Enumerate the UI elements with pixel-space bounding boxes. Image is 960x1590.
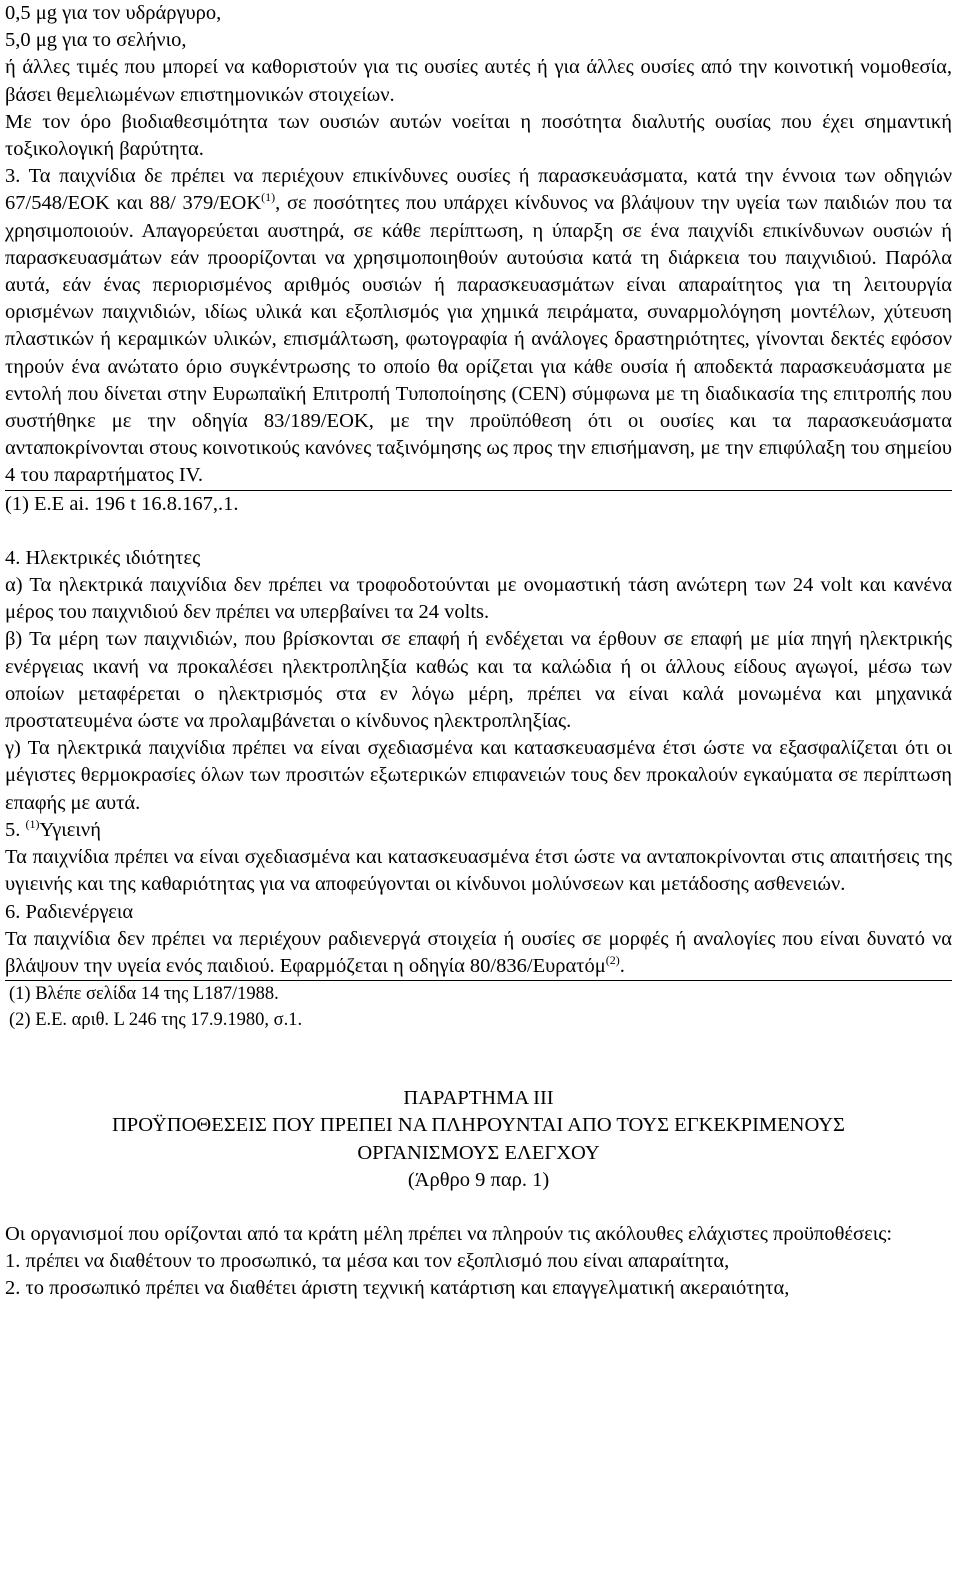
bioavailability-paragraph: Με τον όρο βιοδιαθεσιμότητα των ουσιών αυτών νοείται η ποσότητα διαλυτής ουσίας που έχει σημαντική τοξικολογική βαρύτητα. [5,110,952,161]
section-3-text-start: 3. Τα παιχνίδια δε πρέπει να περιέχουν επικίνδυνες ουσίες ή παρασκευάσματα, κατά την έννοια των οδηγιών 67/548/ΕΟΚ και 88/ 379/ΕΟΚ [5,165,952,215]
footnote-2: (2) Ε.Ε. αριθ. L 246 της 17.9.1980, σ.1. [9,1010,303,1031]
section-6-body: Τα παιχνίδια δεν πρέπει να περιέχουν ραδιενεργά στοιχεία ή ουσίες σε μορφές ή αναλογίες που είναι δυνατό να βλάψουν την υγεία ενός παιδιού. Εφαρμόζεται η οδηγία 80/836/Ευρατόμ [5,927,952,977]
section-4-item-b: β) Τα μέρη των παιχνιδιών, που βρίσκονται σε επαφή ή ενδέχεται να έρθουν σε επαφή με μία πηγή ηλεκτρικής ενέργειας ικανή να προκαλέσει ηλεκτροπληξία καθώς και τα καλώδια ή οι άλλους είδους αγωγοί, μέσω των οποίων μεταφέρεται ο ηλεκτρισμός στα εν λόγω μέρη, πρέπει να είναι καλά μονωμένα και μηχανικά προστατευμένα ώστε να προλαμβάνεται ο κίνδυνος ηλεκτροπληξίας. [5,628,952,733]
spacer [5,1033,952,1085]
section-3-paragraph [5,163,952,489]
annex-subtitle-line-2: ΟΡΓΑΝΙΣΜΟΥΣ ΕΛΕΓΧΟΥ [357,1141,600,1164]
section-6-end: . [619,954,625,977]
selenium-limit: 5,0 μg για το σελήνιο, [5,29,187,52]
section-3-text-end: , σε ποσότητες που υπάρχει κίνδυνος να βλάψουν την υγεία των παιδιών που τα χρησιμοποιούν. Απαγορεύεται αυστηρά, σε κάθε περίπτωση, η ύπαρξη σε ένα παιχνίδι επικίνδυνων ουσιών ή παρασκευασμάτων εάν προορίζονται να χρησιμοποιηθούν αυτούσια κατά τη διάρκεια του παιχνιδιού. Παρόλα αυτά, εάν ένας περιορισμένος αριθμός ουσιών ή παρασκευασμάτων είναι απαραίτητος για τη λειτουργία ορισμένων παιχνιδιών, ιδίως υλικά και εξοπλισμός για χημικά πειράματα, συναρμολόγηση μοντέλων, χύτευση πλαστικών ή κεραμικών υλικών, επισμάλτωση, φωτογραφία ή ανάλογες δραστηριότητες, γίνονται δεκτές εφόσον τηρούν ένα ανώτατο όριο συγκέντρωσης το οποίο θα ορίζεται για κάθε ουσία ή αποδεκτά παρασκευάσματα με εντολή που δίνεται στην Ευρωπαϊκή Επιτροπή Τυποποίησης (CEN) σύμφωνα με τη διαδικασία της επιτροπής που συστήθηκε με την οδηγία 83/189/ΕΟΚ, με την προϋπόθεση ότι οι ουσίες και τα παρασκευάσματα ανταποκρίνονται στους κοινοτικούς κανόνες ταξινόμησης ως προς την επισήμανση, με την επιφύλαξη του σημείου 4 του παραρτήματος IV. [5,192,952,487]
section-6-heading: 6. Ραδιενέργεια [5,900,134,923]
annex-title: ΠΑΡΑΡΤΗΜΑ ΙΙΙ [403,1087,554,1110]
footnote-oj-reference: (1) E.E ai. 196 t 16.8.167,.1. [5,492,239,515]
annex-item-2: 2. το προσωπικό πρέπει να διαθέτει άριστη τεχνική κατάρτιση και επαγγελματική ακεραιότητα, [5,1277,790,1300]
document-page [5,0,952,1303]
annex-item-1: 1. πρέπει να διαθέτουν το προσωπικό, τα μέσα και τον εξοπλισμό που είναι απαραίτητα, [5,1250,730,1273]
section-4-item-a: α) Τα ηλεκτρικά παιχνίδια δεν πρέπει να τροφοδοτούνται με ονομαστική τάση ανώτερη των 24 volt και κανένα μέρος του παιχνιδιού δεν πρέπει να υπερβαίνει τα 24 volts. [5,574,952,624]
section-6-text [5,926,952,980]
section-5-text: Τα παιχνίδια πρέπει να είναι σχεδιασμένα και κατασκευασμένα έτσι ώστε να ανταποκρίνονται στις απαιτήσεις της υγιεινής και της καθαριότητας για να αποφεύγονται οι κίνδυνοι μολύνσεων και μετάδοσης ασθενειών. [5,846,952,896]
section-5-title: Υγιεινή [39,818,101,841]
spacer [5,518,952,545]
section-4-heading: 4. Ηλεκτρικές ιδιότητες [5,546,201,569]
annex-article-reference: (Άρθρο 9 παρ. 1) [407,1168,550,1191]
mercury-limit: 0,5 μg για τον υδράργυρο, [5,2,222,24]
values-paragraph: ή άλλες τιμές που μπορεί να καθοριστούν για τις ουσίες αυτές ή για άλλες ουσίες από την κοινοτική νομοθεσία, βάσει θεμελιωμένων επιστημονικών στοιχείων. [5,56,952,106]
footnote-ref: (1) [25,816,40,831]
footnote-ref: (1) [261,190,276,205]
section-5-number: 5. [5,818,21,841]
footnote-1: (1) Βλέπε σελίδα 14 της L187/1988. [9,984,279,1005]
section-5-heading [5,817,952,844]
annex-intro: Οι οργανισμοί που ορίζονται από τα κράτη μέλη πρέπει να πληρούν τις ακόλουθες ελάχιστες προϋποθέσεις: [5,1222,893,1245]
annex-subtitle-line-1: ΠΡΟΫΠΟΘΕΣΕΙΣ ΠΟΥ ΠΡΕΠΕΙ ΝΑ ΠΛΗΡΟΥΝΤΑΙ ΑΠΟ ΤΟΥΣ ΕΓΚΕΚΡΙΜΕΝΟΥΣ [112,1114,845,1137]
spacer [5,1194,952,1221]
footnote-ref: (2) [605,952,620,967]
section-4-item-c: γ) Τα ηλεκτρικά παιχνίδια πρέπει να είναι σχεδιασμένα και κατασκευασμένα έτσι ώστε να εξασφαλίζεται ότι οι μέγιστες θερμοκρασίες όλων των προσιτών εξωτερικών επιφανειών τους δεν προκαλούν εγκαύματα σε περίπτωση επαφής με αυτά. [5,737,952,814]
